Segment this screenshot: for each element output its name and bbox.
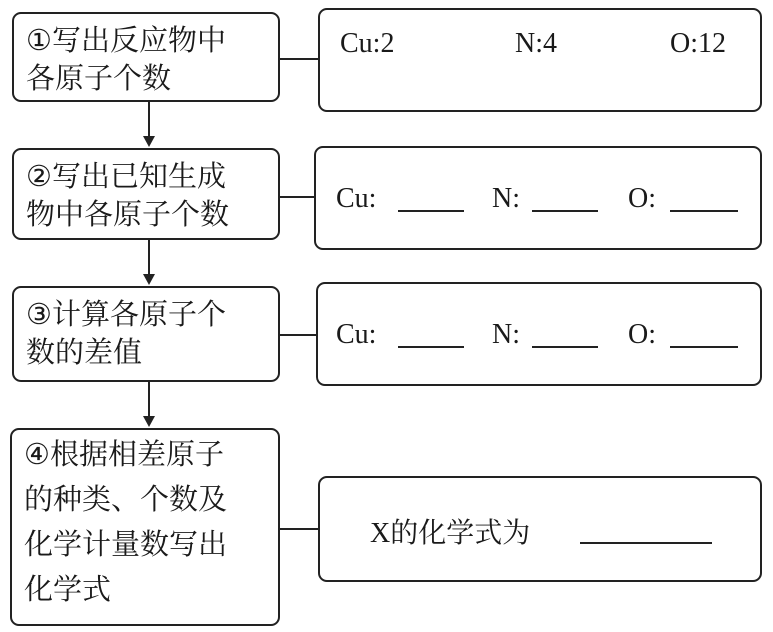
step-1-line-2: 各原子个数 [26, 61, 172, 95]
arrow-3-head [143, 416, 155, 427]
step-1-box [12, 12, 280, 102]
arrow-1-shaft [148, 102, 150, 138]
arrow-2-head [143, 274, 155, 285]
o-label: O: [628, 319, 656, 350]
cu-count: Cu:2 [340, 28, 395, 59]
cu-blank [398, 324, 464, 348]
o-blank [670, 188, 738, 212]
arrow-3-shaft [148, 382, 150, 418]
arrow-1-head [143, 136, 155, 147]
result-3-box [316, 282, 762, 386]
result-4-row [370, 514, 750, 548]
o-label: O: [628, 183, 656, 214]
step-4-line-2: 的种类、个数及 [24, 482, 228, 516]
step-2-line-1: ②写出已知生成 [26, 159, 226, 193]
o-count: O:12 [670, 28, 726, 59]
step-3-line-2: 数的差值 [26, 335, 143, 369]
connector-2 [280, 196, 314, 198]
result-4-box [318, 476, 762, 582]
n-label: N: [492, 183, 520, 214]
step-4-box [10, 428, 280, 626]
o-blank [670, 324, 738, 348]
n-blank [532, 188, 598, 212]
step-2-line-2: 物中各原子个数 [26, 197, 230, 231]
cu-blank [398, 188, 464, 212]
n-count: N:4 [515, 28, 557, 59]
step-4-line-1: ④根据相差原子 [24, 437, 224, 471]
result-3-row [336, 318, 756, 352]
n-label: N: [492, 319, 520, 350]
result-2-box [314, 146, 762, 250]
formula-prompt: X的化学式为 [370, 518, 531, 549]
connector-1 [280, 58, 318, 60]
cu-label: Cu: [336, 183, 377, 214]
step-3-box [12, 286, 280, 382]
connector-3 [280, 334, 316, 336]
step-1-line-1: ①写出反应物中 [26, 23, 226, 57]
n-blank [532, 324, 598, 348]
connector-4 [280, 528, 318, 530]
step-4-line-3: 化学计量数写出 [24, 527, 228, 561]
formula-blank [580, 520, 712, 544]
step-3-line-1: ③计算各原子个 [26, 297, 226, 331]
cu-label: Cu: [336, 319, 377, 350]
result-1-box [318, 8, 762, 112]
step-2-box [12, 148, 280, 240]
step-4-line-4: 化学式 [24, 572, 112, 606]
arrow-2-shaft [148, 240, 150, 276]
result-2-row [336, 182, 756, 216]
